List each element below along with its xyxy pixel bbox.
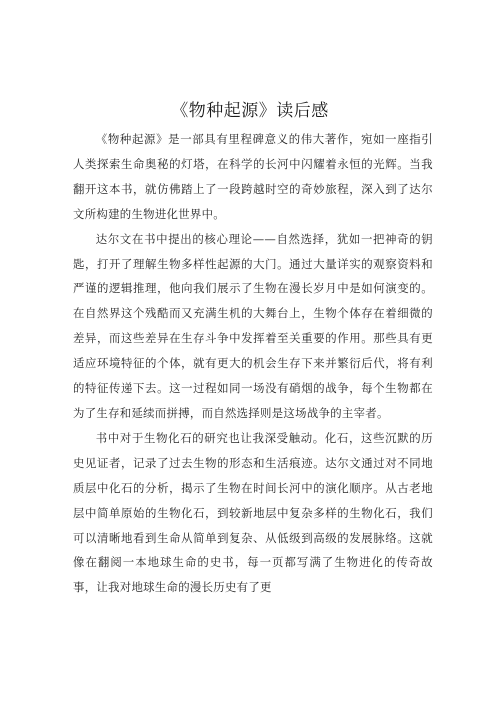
paragraph-1: 《物种起源》是一部具有里程碑意义的伟大著作，宛如一座指引人类探索生命奥秘的灯塔，在科学的长河中闪耀着永恒的光辉。当我翻开这本书，就仿佛踏上了一段跨越时空的奇妙旅程，深入到了达尔文所构建的生物进化世界中。 [73, 132, 433, 221]
document-body [73, 127, 433, 600]
paragraph-2: 达尔文在书中提出的核心理论——自然选择，犹如一把神奇的钥匙，打开了理解生物多样性起源的大门。通过大量详实的观察资料和严谨的逻辑推理，他向我们展示了生物在漫长岁月中是如何演变的。在自然界这个残酷而又充满生机的大舞台上，生物个体存在着细微的差异，而这些差异在生存斗争中发挥着至关重要的作用。那些具有更适应环境特征的个体，就有更大的机会生存下来并繁衍后代，将有利的特征传递下去。这一过程如同一场没有硝烟的战争，每个生物都在为了生存和延续而拼搏，而自然选择则是这场战争的主宰者。 [73, 231, 433, 420]
document-title: 《物种起源》读后感 [171, 101, 329, 121]
paragraph-3: 书中对于生物化石的研究也让我深受触动。化石，这些沉默的历史见证者，记录了过去生物的形态和生活痕迹。达尔文通过对不同地质层中化石的分析，揭示了生物在时间长河中的演化顺序。从古老地层中简单原始的生物化石，到较新地层中复杂多样的生物化石，我们可以清晰地看到生命从简单到复杂、从低级到高级的发展脉络。这就像在翻阅一本地球生命的史书，每一页都写满了生物进化的传奇故事，让我对地球生命的漫长历史有了更 [73, 430, 433, 595]
